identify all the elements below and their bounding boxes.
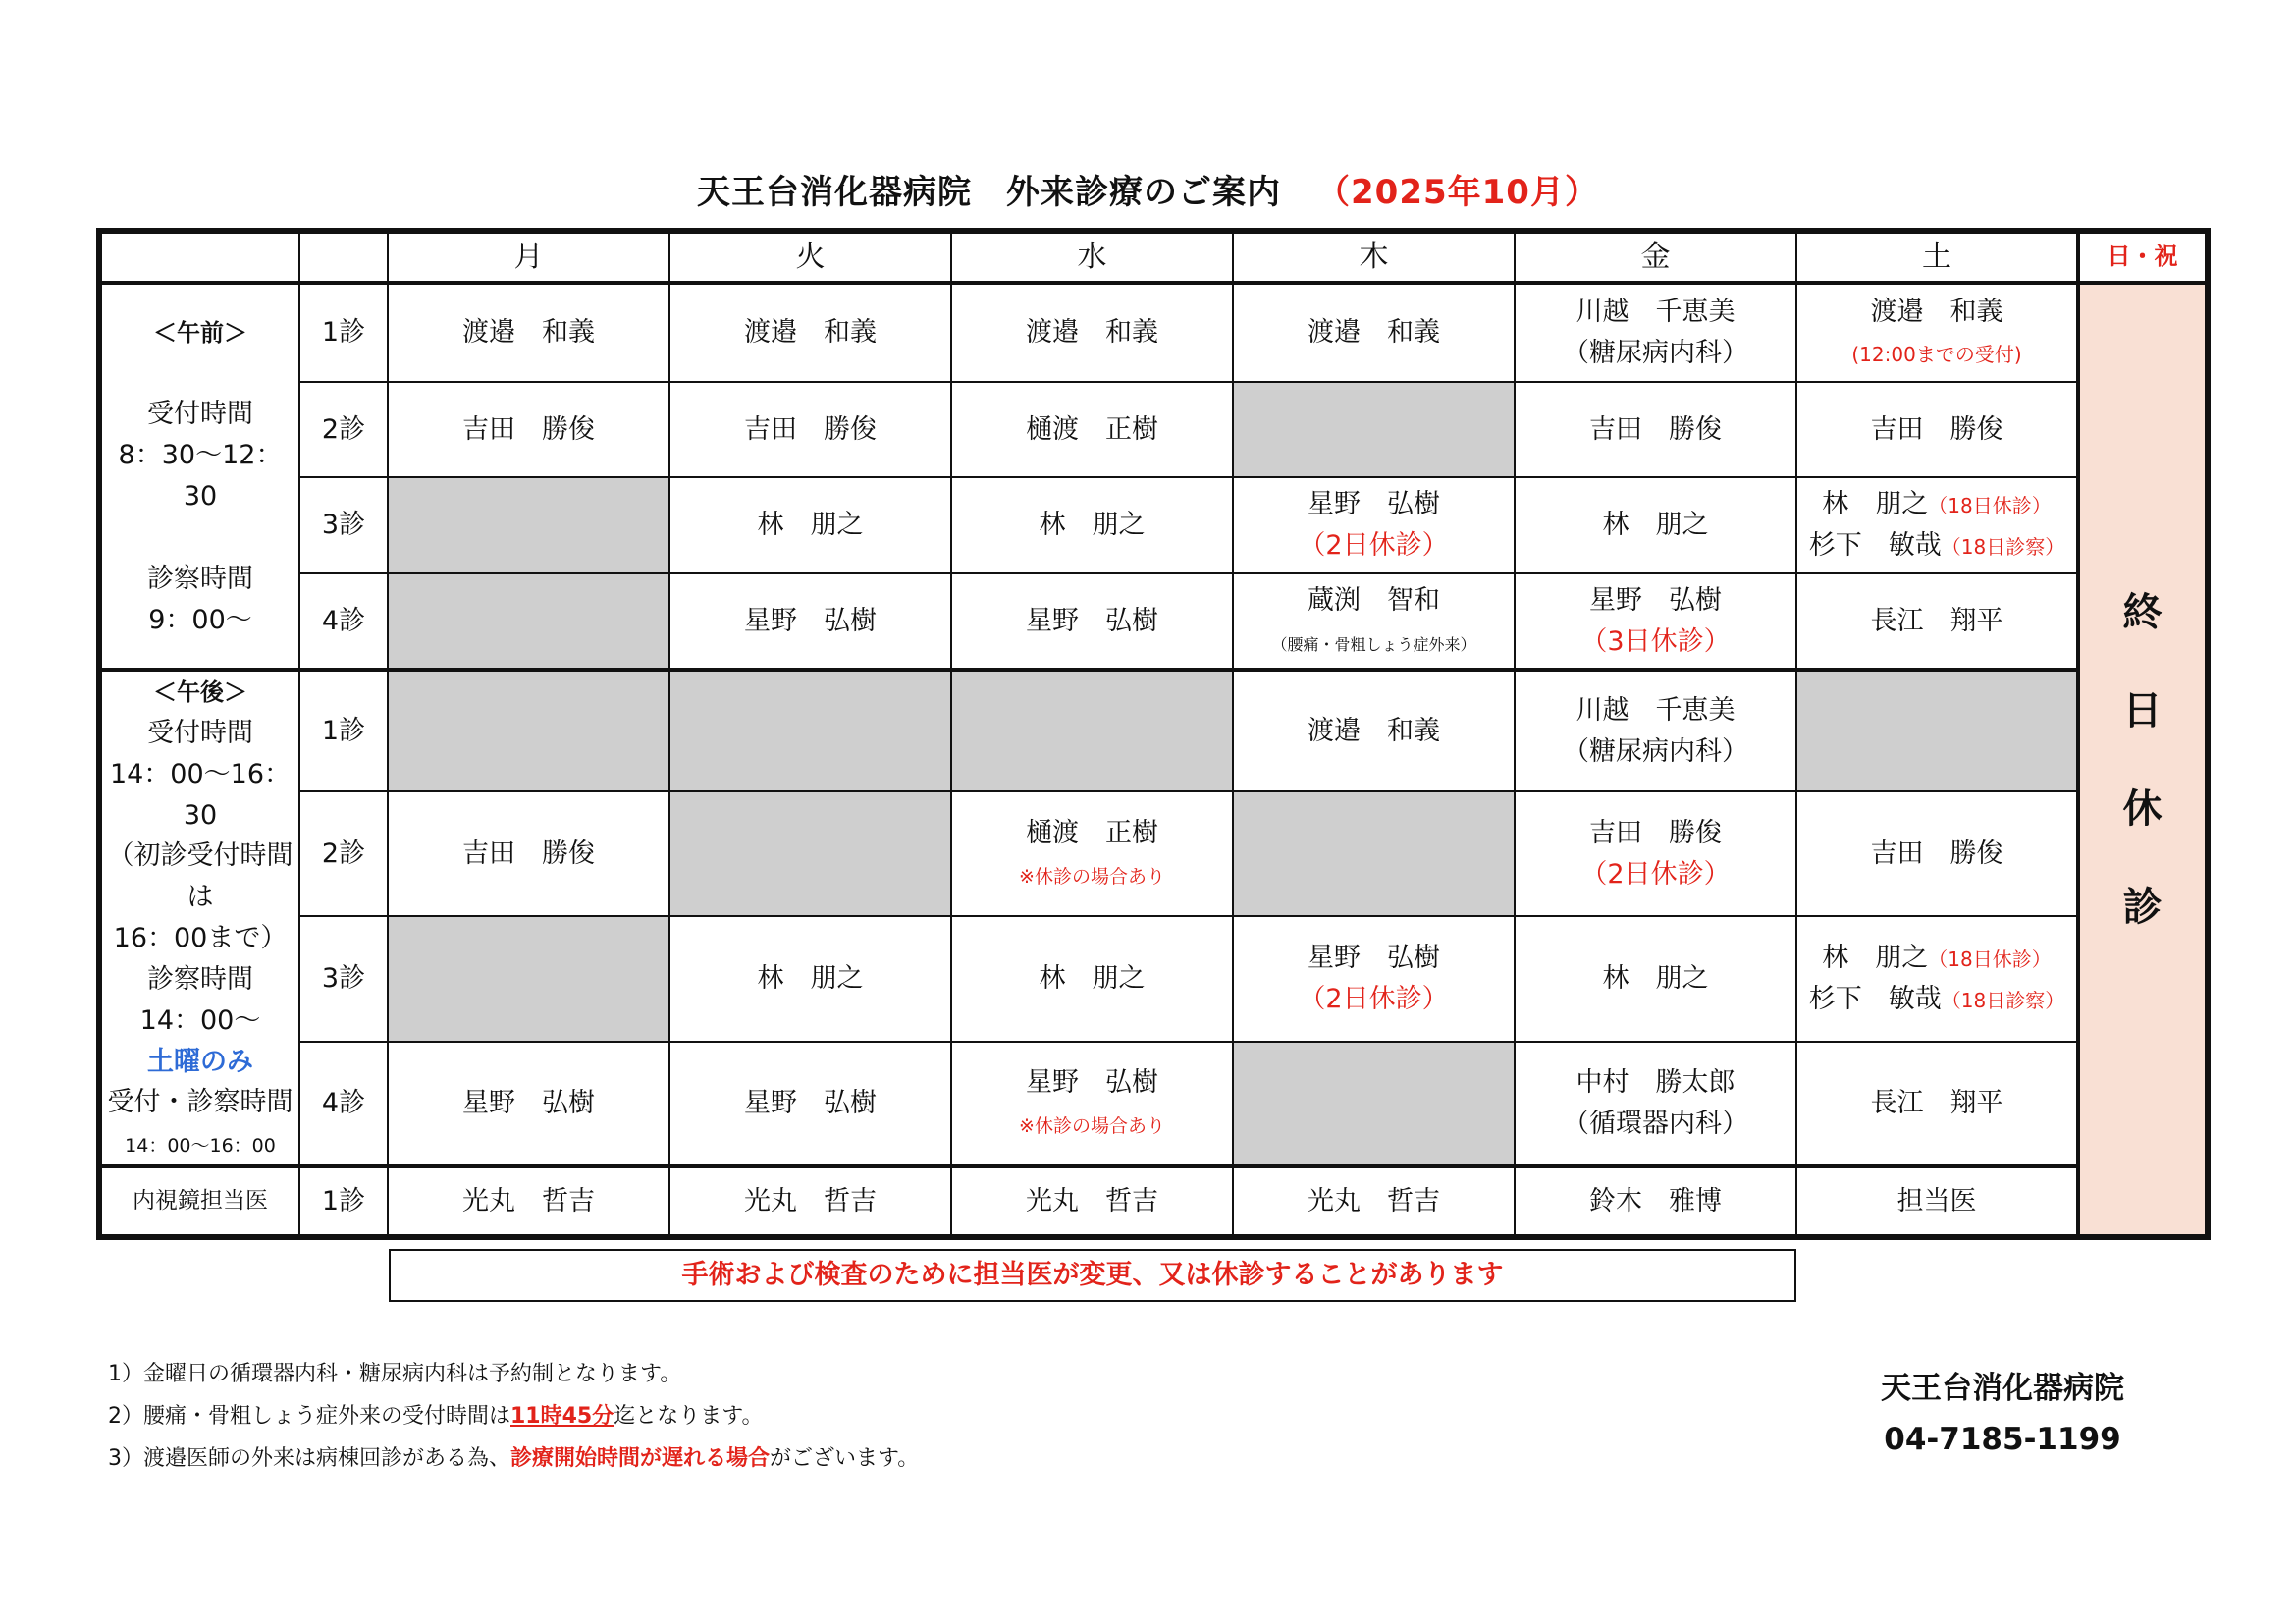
pm-r4-thu-empty xyxy=(1233,1042,1515,1166)
endo-fri: 鈴木 雅博 xyxy=(1515,1166,1796,1235)
pm-first-visit-time: 16：00まで） xyxy=(113,923,288,954)
closure-note: ※休診の場合あり xyxy=(1019,865,1165,888)
header-empty xyxy=(101,233,299,283)
am-r3-fri: 林 朋之 xyxy=(1515,477,1796,573)
doctor-name: 星野 弘樹 xyxy=(1308,489,1440,520)
am-r4-thu xyxy=(1233,573,1515,670)
endo-wed: 光丸 哲吉 xyxy=(951,1166,1233,1235)
pm-r3-tue: 林 朋之 xyxy=(669,916,951,1041)
closure-note: ※休診の場合あり xyxy=(1019,1114,1165,1137)
doctor-name: 星野 弘樹 xyxy=(1589,584,1722,616)
pm-r3-fri: 林 朋之 xyxy=(1515,916,1796,1041)
pm-label: ＜午後＞ xyxy=(153,678,247,706)
am-r3-wed: 林 朋之 xyxy=(951,477,1233,573)
absence-note: （2日休診） xyxy=(1299,984,1449,1015)
am-r4-sat: 長江 翔平 xyxy=(1796,573,2078,670)
pm-first-visit-note: （初診受付時間は xyxy=(107,840,294,913)
am-reception-label: 受付時間 xyxy=(147,399,253,430)
doctor-name: 渡邉 和義 xyxy=(1870,297,2003,328)
pm-reception-time: 14：00〜16：30 xyxy=(109,758,292,831)
slot-label: 3診 xyxy=(299,477,388,573)
pm-r2-wed xyxy=(951,791,1233,916)
am-r3-tue: 林 朋之 xyxy=(669,477,951,573)
pm-row-1 xyxy=(101,670,2206,791)
am-r4-mon-empty xyxy=(388,573,669,670)
am-r2-fri: 吉田 勝俊 xyxy=(1515,382,1796,477)
am-r3-sat xyxy=(1796,477,2078,573)
header-row xyxy=(101,233,2206,283)
pm-r1-sat-empty xyxy=(1796,670,2078,791)
pm-r2-thu-empty xyxy=(1233,791,1515,916)
slot-label: 1診 xyxy=(299,1166,388,1235)
note-3: 3）渡邉医師の外来は病棟回診がある為、診療開始時間が遅れる場合がございます。 xyxy=(108,1446,920,1471)
absence-note: （18日休診） xyxy=(1928,494,2052,518)
am-row-3 xyxy=(101,477,2206,573)
day-header-sat: 土 xyxy=(1796,233,2078,283)
saturday-hours-time: 14：00〜16：00 xyxy=(125,1135,276,1158)
pm-r3-thu xyxy=(1233,916,1515,1041)
slot-label: 1診 xyxy=(299,283,388,382)
doctor-name: 星野 弘樹 xyxy=(1026,1067,1158,1099)
pm-r4-fri xyxy=(1515,1042,1796,1166)
doctor-name: 川越 千恵美 xyxy=(1575,694,1735,726)
endoscopy-row xyxy=(101,1166,2206,1235)
pm-r2-fri xyxy=(1515,791,1796,916)
page-title xyxy=(0,165,2296,213)
pm-exam-time: 14：00〜 xyxy=(139,1004,261,1036)
am-row-4 xyxy=(101,573,2206,670)
saturday-only-label: 土曜のみ xyxy=(147,1046,253,1077)
pm-r4-tue: 星野 弘樹 xyxy=(669,1042,951,1166)
am-r3-mon-empty xyxy=(388,477,669,573)
day-header-fri: 金 xyxy=(1515,233,1796,283)
hospital-name: 天王台消化器病院 xyxy=(1881,1371,2124,1406)
schedule-table xyxy=(100,232,2207,1236)
absence-note: （2日休診） xyxy=(1580,858,1731,890)
am-r1-sat xyxy=(1796,283,2078,382)
note-2: 2）腰痛・骨粗しょう症外来の受付時間は11時45分迄となります。 xyxy=(108,1404,764,1429)
closed-all-day-label: 終 日 休 診 xyxy=(2122,589,2163,930)
slot-label: 4診 xyxy=(299,1042,388,1166)
endo-mon: 光丸 哲吉 xyxy=(388,1166,669,1235)
am-r4-wed: 星野 弘樹 xyxy=(951,573,1233,670)
doctor-name: 蔵渕 智和 xyxy=(1308,584,1440,616)
am-exam-label: 診察時間 xyxy=(147,563,253,594)
notes-list xyxy=(108,1353,919,1480)
doctor-name: 川越 千恵美 xyxy=(1575,297,1735,328)
day-header-thu: 木 xyxy=(1233,233,1515,283)
pm-exam-label: 診察時間 xyxy=(147,963,253,995)
am-r3-thu xyxy=(1233,477,1515,573)
pm-r2-sat: 吉田 勝俊 xyxy=(1796,791,2078,916)
holiday-closed-cell xyxy=(2078,283,2206,1235)
endoscopy-label: 内視鏡担当医 xyxy=(101,1166,299,1235)
pm-reception-label: 受付時間 xyxy=(147,717,253,748)
doctor-name: 杉下 敏哉 xyxy=(1808,530,1942,561)
day-header-wed: 水 xyxy=(951,233,1233,283)
am-r4-tue: 星野 弘樹 xyxy=(669,573,951,670)
pm-r1-mon-empty xyxy=(388,670,669,791)
am-r4-fri xyxy=(1515,573,1796,670)
pm-r1-thu: 渡邉 和義 xyxy=(1233,670,1515,791)
reception-note: (12:00までの受付) xyxy=(1851,343,2022,366)
day-header-tue: 火 xyxy=(669,233,951,283)
notice-box: 手術および検査のために担当医が変更、又は休診することがあります xyxy=(389,1249,1796,1302)
pm-row-2 xyxy=(101,791,2206,916)
department-note: （糖尿病内科） xyxy=(1563,338,1748,368)
consult-note: （18日診察） xyxy=(1941,989,2065,1013)
day-header-mon: 月 xyxy=(388,233,669,283)
doctor-name: 樋渡 正樹 xyxy=(1026,817,1158,848)
pm-r3-mon-empty xyxy=(388,916,669,1041)
header-empty-slot xyxy=(299,233,388,283)
endo-thu: 光丸 哲吉 xyxy=(1233,1166,1515,1235)
am-r2-thu-empty xyxy=(1233,382,1515,477)
am-r1-tue: 渡邉 和義 xyxy=(669,283,951,382)
title-main: 天王台消化器病院 外来診療のご案内 xyxy=(697,173,1282,212)
department-note: （腰痛・骨粗しょう症外来） xyxy=(1271,634,1476,654)
endo-tue: 光丸 哲吉 xyxy=(669,1166,951,1235)
slot-label: 1診 xyxy=(299,670,388,791)
doctor-name: 星野 弘樹 xyxy=(1308,943,1440,974)
pm-r2-mon: 吉田 勝俊 xyxy=(388,791,669,916)
department-note: （糖尿病内科） xyxy=(1563,735,1748,767)
am-r2-mon: 吉田 勝俊 xyxy=(388,382,669,477)
pm-r1-wed-empty xyxy=(951,670,1233,791)
pm-r3-wed: 林 朋之 xyxy=(951,916,1233,1041)
am-label: ＜午前＞ xyxy=(153,318,247,347)
doctor-name: 中村 勝太郎 xyxy=(1575,1067,1735,1099)
note-3-highlight: 診療開始時間が遅れる場合 xyxy=(510,1446,771,1471)
title-year: （2025年10月） xyxy=(1316,173,1599,212)
absence-note: （2日休診） xyxy=(1299,530,1449,561)
pm-r3-sat xyxy=(1796,916,2078,1041)
am-session-info xyxy=(101,283,299,670)
am-r1-thu: 渡邉 和義 xyxy=(1233,283,1515,382)
am-row-1 xyxy=(101,283,2206,382)
day-header-holiday: 日・祝 xyxy=(2078,233,2206,283)
note-1: 1）金曜日の循環器内科・糖尿病内科は予約制となります。 xyxy=(108,1362,682,1386)
absence-note: （18日休診） xyxy=(1928,947,2052,972)
doctor-name: 林 朋之 xyxy=(1822,489,1929,520)
am-reception-time: 8：30〜12：30 xyxy=(118,440,283,512)
slot-label: 2診 xyxy=(299,791,388,916)
doctor-name: 杉下 敏哉 xyxy=(1808,984,1942,1015)
slot-label: 3診 xyxy=(299,916,388,1041)
note-2-highlight: 11時45分 xyxy=(510,1404,614,1429)
pm-row-4 xyxy=(101,1042,2206,1166)
am-r2-tue: 吉田 勝俊 xyxy=(669,382,951,477)
pm-r4-mon: 星野 弘樹 xyxy=(388,1042,669,1166)
doctor-name: 吉田 勝俊 xyxy=(1589,817,1722,848)
endo-sat: 担当医 xyxy=(1796,1166,2078,1235)
am-r1-mon: 渡邉 和義 xyxy=(388,283,669,382)
pm-row-3 xyxy=(101,916,2206,1041)
am-r1-wed: 渡邉 和義 xyxy=(951,283,1233,382)
pm-r1-fri xyxy=(1515,670,1796,791)
am-exam-time: 9：00〜 xyxy=(148,604,252,635)
slot-label: 2診 xyxy=(299,382,388,477)
doctor-name: 林 朋之 xyxy=(1822,943,1929,974)
absence-note: （3日休診） xyxy=(1580,625,1731,657)
pm-r4-sat: 長江 翔平 xyxy=(1796,1042,2078,1166)
slot-label: 4診 xyxy=(299,573,388,670)
hospital-phone: 04-7185-1199 xyxy=(1884,1422,2121,1457)
hospital-info xyxy=(1845,1363,2160,1465)
pm-r2-tue-empty xyxy=(669,791,951,916)
pm-r1-tue-empty xyxy=(669,670,951,791)
pm-session-info xyxy=(101,670,299,1166)
consult-note: （18日診察） xyxy=(1941,535,2065,559)
am-row-2 xyxy=(101,382,2206,477)
pm-r4-wed xyxy=(951,1042,1233,1166)
am-r2-wed: 樋渡 正樹 xyxy=(951,382,1233,477)
saturday-hours-label: 受付・診察時間 xyxy=(107,1087,294,1118)
am-r2-sat: 吉田 勝俊 xyxy=(1796,382,2078,477)
am-r1-fri xyxy=(1515,283,1796,382)
department-note: （循環器内科） xyxy=(1563,1108,1748,1139)
